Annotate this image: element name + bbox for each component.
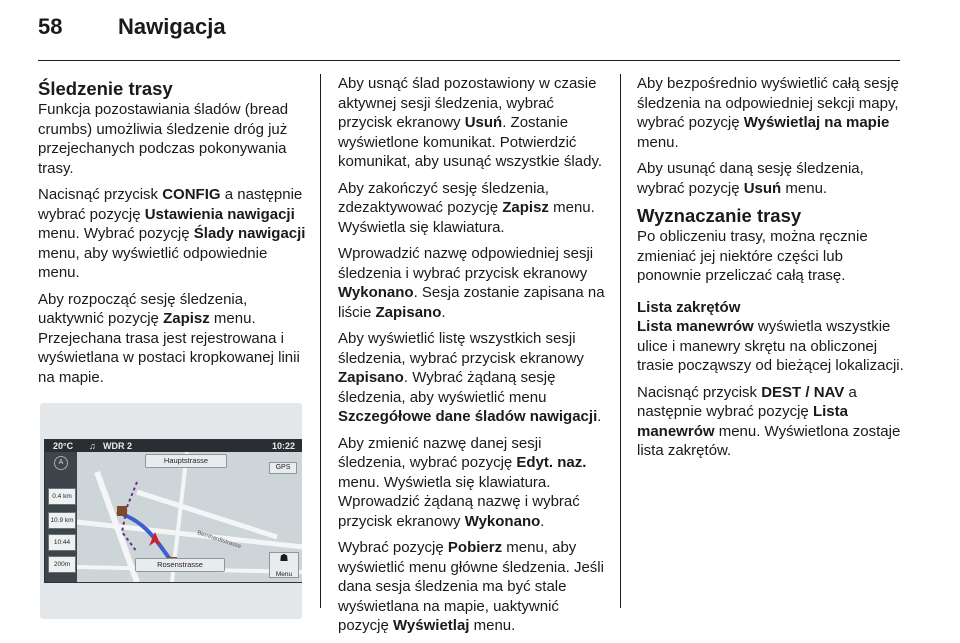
compass-icon: A [54, 456, 68, 470]
column-divider-1 [320, 74, 321, 608]
maneuver-panel [45, 452, 77, 582]
status-bar [45, 440, 302, 452]
column-1 [38, 74, 306, 619]
column-2 [338, 74, 606, 643]
menu-button-label: Menu [275, 571, 293, 578]
paragraph: Wybrać pozycję Pobierz menu, aby wyświetlić menu główne śledzenia. Jeśli dana sesja śledzenia ma być stale wyświetlana na mapie, uaktywnić pozycję Wyświetlaj menu. [338, 539, 604, 634]
page-header [38, 14, 226, 50]
distance-turn: 200m [48, 556, 76, 573]
column-divider-2 [620, 74, 621, 608]
temperature: 20°C [53, 441, 74, 451]
person-icon: ☗ [279, 553, 289, 564]
page-number: 58 [38, 14, 63, 39]
arrival-time: 10:44 [48, 534, 76, 551]
subheading-turn-list: Lista zakrętów [637, 298, 741, 316]
radio-icon: ♫ [89, 441, 96, 451]
distance-next: 0.4 km [48, 488, 76, 505]
paragraph: Po obliczeniu trasy, można ręcznie zmieniać jej niektóre części lub ponownie przeliczać całą trasę. [637, 228, 868, 284]
chapter-title: Nawigacja [118, 14, 226, 39]
menu-button[interactable] [269, 552, 299, 578]
paragraph: Lista manewrów wyświetla wszystkie ulice i manewry skrętu na obliczonej trasie począwszy od bieżącej lokalizacji. [637, 318, 904, 374]
paragraph: Aby rozpocząć sesję śledzenia, uaktywnić pozycję Zapisz menu. Przejechana trasa jest rejestrowana i wyświetlana w postaci kropkowanej linii na mapie. [38, 290, 300, 386]
paragraph: Aby bezpośrednio wyświetlić całą sesję śledzenia na odpowiedniej sekcji mapy, wybrać pozycję Wyświetlaj na mapie menu. [637, 75, 899, 151]
distance-total: 10.9 km [48, 512, 76, 529]
paragraph: Aby zakończyć sesję śledzenia, zdezaktywować pozycję Zapisz menu. Wyświetla się klawiatura. [338, 179, 595, 236]
paragraph: Nacisnąć przycisk CONFIG a następnie wybrać pozycję Ustawienia nawigacji menu. Wybrać pozycję Ślady nawigacji menu, aby wyświetlić odpowiednie menu. [38, 186, 306, 281]
paragraph: Aby usunąć daną sesję śledzenia, wybrać pozycję Usuń menu. [637, 160, 864, 197]
section-heading-route: Wyznaczanie trasy [637, 205, 802, 226]
navigation-screen-figure [40, 403, 302, 619]
section-heading-tracking: Śledzenie trasy [38, 78, 173, 99]
header-rule [38, 60, 900, 61]
paragraph: Aby usnąć ślad pozostawiony w czasie aktywnej sesji śledzenia, wybrać przycisk ekranowy Usuń. Zostanie wyświetlone komunikat. Potwierdzić komunikat, aby usunąć wszystkie ślady. [338, 75, 603, 170]
column-3 [637, 74, 905, 468]
paragraph: Funkcja pozostawiania śladów (bread crumbs) umożliwia śledzenie dróg już przejechanych podczas pokonywania trasy. [38, 101, 289, 177]
nav-screen [44, 439, 302, 583]
street-label-bottom: Rosenstrasse [135, 558, 225, 572]
gps-button[interactable]: GPS [269, 462, 297, 474]
paragraph: Aby zmienić nazwę danej sesji śledzenia, wybrać pozycję Edyt. naz. menu. Wyświetla się klawiatura. Wprowadzić żądaną nazwę i wybrać przycisk ekranowy Wykonano. [338, 434, 587, 530]
paragraph: Nacisnąć przycisk DEST / NAV a następnie wybrać pozycję Lista manewrów menu. Wyświetlona zostaje lista zakrętów. [637, 383, 901, 459]
radio-station: WDR 2 [103, 441, 132, 451]
street-label-top: Hauptstrasse [145, 454, 227, 468]
paragraph: Wprowadzić nazwę odpowiedniej sesji śledzenia i wybrać przycisk ekranowy Wykonano. Sesja zostanie zapisana na liście Zapisano. [338, 245, 605, 321]
clock: 10:22 [271, 441, 295, 451]
paragraph: Aby wyświetlić listę wszystkich sesji śledzenia, wybrać przycisk ekranowy Zapisano. Wybrać żądaną sesję śledzenia, aby wyświetlić menu Szczegółowe dane śladów nawigacji. [338, 330, 602, 425]
diagonal-street-label: Bernhardtstrasse [196, 530, 242, 551]
